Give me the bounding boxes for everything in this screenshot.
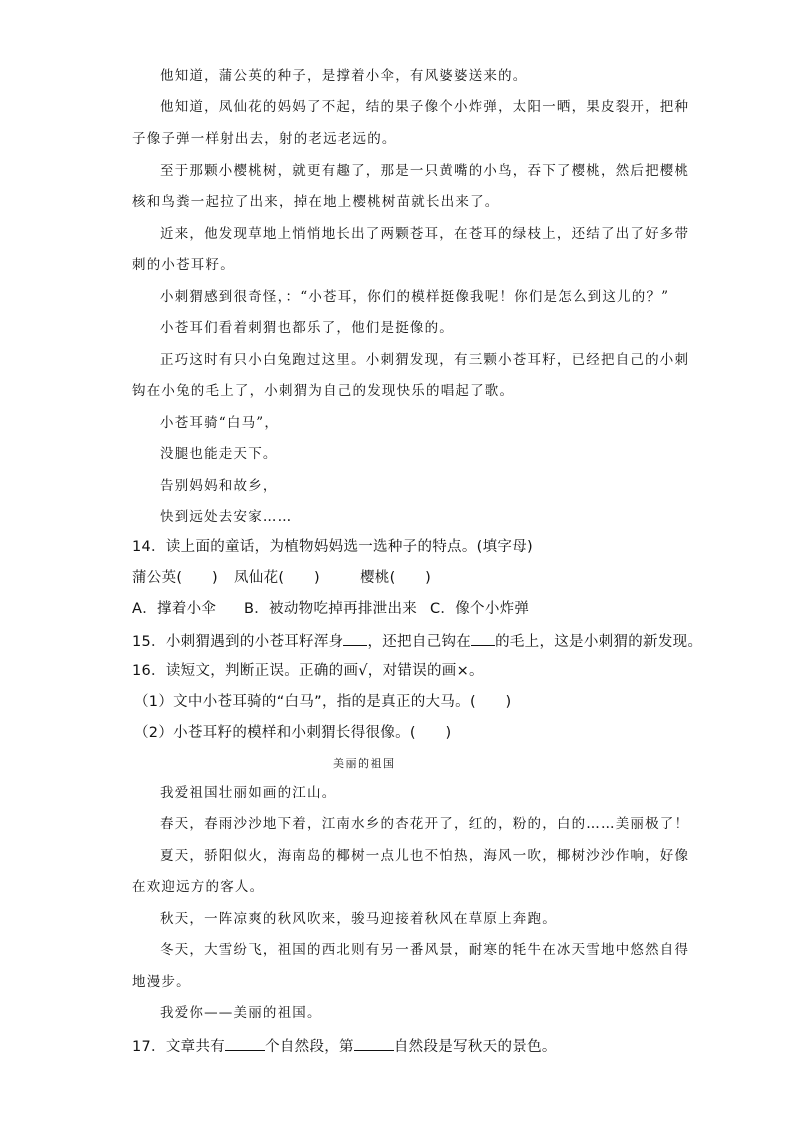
question-15: [132, 633, 702, 650]
fill-blank[interactable]: [471, 633, 495, 646]
question-text: 个自然段，第: [265, 1039, 354, 1055]
question-stem: 16．读短文，判断正误。正确的画√，对错误的画×。: [132, 663, 484, 679]
question-17: [132, 1038, 557, 1055]
fill-blank[interactable]: [343, 633, 367, 646]
story-line: 小苍耳们看着刺猬也都乐了，他们是挺像的。: [160, 320, 454, 336]
answer-slot-balsam[interactable]: 凤仙花( ): [234, 570, 320, 586]
question-text: 的毛上，这是小刺猬的新发现。: [495, 634, 703, 650]
answer-slot-cherry[interactable]: 樱桃( ): [360, 570, 432, 586]
fill-blank[interactable]: [354, 1038, 394, 1051]
question-text: 15．小刺猬遇到的小苍耳籽浑身: [132, 634, 344, 650]
poem-line: 快到远处去安家……: [160, 509, 293, 525]
fill-blank[interactable]: [225, 1038, 265, 1051]
story-line: 钩在小兔的毛上了，小刺猬为自己的发现快乐的唱起了歌。: [132, 383, 515, 399]
passage-title: 美丽的祖国: [333, 757, 396, 770]
story-line: 近来，他发现草地上悄悄地长出了两颗苍耳，在苍耳的绿枝上，还结了出了好多带: [160, 226, 690, 242]
question-stem: 14．读上面的童话，为植物妈妈选一选种子的特点。(填字母): [132, 539, 533, 555]
story-line: 子像子弹一样射出去，射的老远老远的。: [132, 131, 397, 147]
question-text: ，还把自己钩在: [367, 634, 472, 650]
story-line: 他知道，蒲公英的种子，是撑着小伞，有风婆婆送来的。: [160, 68, 528, 84]
story-line: 正巧这时有只小白兔跑过这里。小刺猬发现，有三颗小苍耳籽，已经把自己的小刺: [160, 352, 690, 368]
poem-line: 告别妈妈和故乡，: [160, 478, 278, 494]
story-line: 春天，春雨沙沙地下着，江南水乡的杏花开了，红的，粉的，白的……美丽极了！: [160, 816, 690, 832]
story-line: 秋天，一阵凉爽的秋风吹来，骏马迎接着秋风在草原上奔跑。: [160, 911, 557, 927]
story-line: 他知道，凤仙花的妈妈了不起，结的果子像个小炸弹，太阳一晒，果皮裂开，把种: [160, 99, 690, 115]
story-line: 冬天，大雪纷飞，祖国的西北则有另一番风景，耐寒的牦牛在冰天雪地中悠然自得: [160, 942, 690, 958]
story-line: 在欢迎远方的客人。: [132, 879, 265, 895]
option-a: A．撑着小伞: [132, 601, 217, 617]
story-line: 至于那颗小樱桃树，就更有趣了，那是一只黄嘴的小鸟，吞下了樱桃，然后把樱桃: [160, 163, 690, 179]
story-line: 核和鸟粪一起拉了出来，掉在地上樱桃树苗就长出来了。: [132, 194, 500, 210]
question-text: 17．文章共有: [132, 1039, 226, 1055]
answer-slot-dandelion[interactable]: 蒲公英( ): [132, 570, 218, 586]
poem-line: 没腿也能走天下。: [160, 446, 278, 462]
story-line: 小刺猬感到很奇怪，：“小苍耳，你们的模样挺像我呢！你们是怎么到这儿的？”: [160, 289, 670, 305]
story-line: 刺的小苍耳籽。: [132, 257, 235, 273]
story-line: 我爱你——美丽的祖国。: [160, 1005, 322, 1021]
poem-line: 小苍耳骑“白马”，: [160, 415, 280, 431]
judge-statement[interactable]: （1）文中小苍耳骑的“白马”，指的是真正的大马。( ): [134, 694, 512, 710]
story-line: 夏天，骄阳似火，海南岛的椰树一点儿也不怕热，海风一吹，椰树沙沙作响，好像: [160, 848, 690, 864]
option-b: B．被动物吃掉再排泄出来: [244, 601, 418, 617]
story-line: 地漫步。: [132, 974, 191, 990]
option-c: C．像个小炸弹: [430, 601, 530, 617]
judge-statement[interactable]: （2）小苍耳籽的模样和小刺猬长得很像。( ): [134, 725, 452, 741]
question-text: 自然段是写秋天的景色。: [393, 1039, 557, 1055]
story-line: 我爱祖国壮丽如画的江山。: [160, 785, 337, 801]
